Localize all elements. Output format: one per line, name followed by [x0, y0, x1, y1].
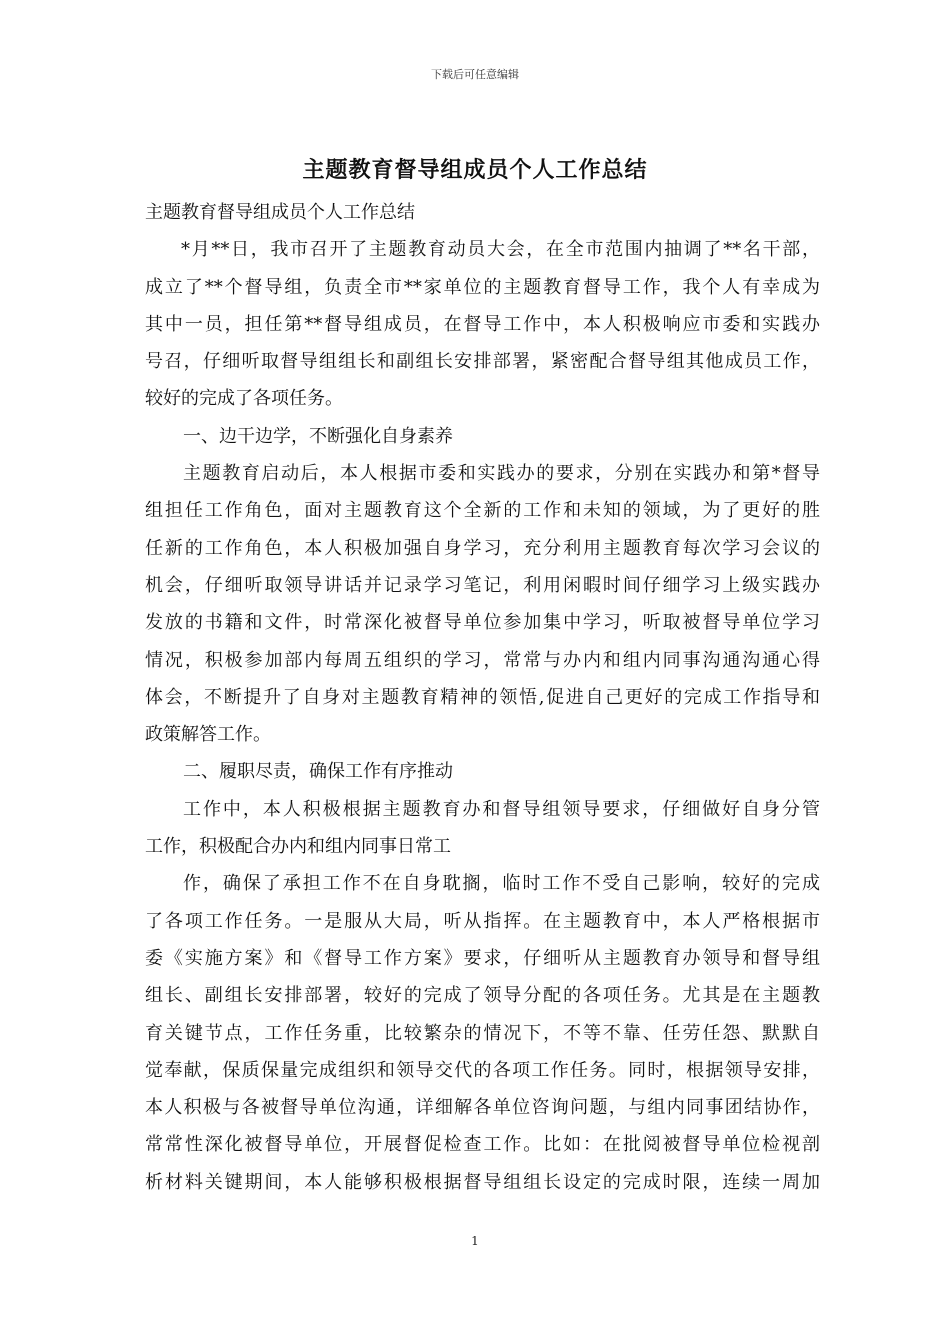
- body-line: 政策解答工作。: [145, 724, 271, 746]
- body-line: 本人积极与各被督导单位沟通，详细解各单位咨询问题，与组内同事团结协作，: [145, 1097, 820, 1119]
- body-line: 作，确保了承担工作不在自身耽搁，临时工作不受自己影响，较好的完成: [183, 873, 820, 895]
- body-line: 委《实施方案》和《督导工作方案》要求，仔细听从主题教育办领导和督导组: [145, 947, 820, 969]
- body-line: 其中一员，担任第**督导组成员，在督导工作中，本人积极响应市委和实践办: [145, 313, 820, 335]
- document-body: [145, 194, 820, 1201]
- body-line: *月**日，我市召开了主题教育动员大会，在全市范围内抽调了**名干部，: [181, 239, 820, 261]
- body-line: 较好的完成了各项任务。: [145, 388, 343, 410]
- document-title: 主题教育督导组成员个人工作总结: [302, 158, 648, 183]
- body-line: 发放的书籍和文件，时常深化被督导单位参加集中学习，听取被督导单位学习: [145, 612, 820, 634]
- body-line: 觉奉献，保质保量完成组织和领导交代的各项工作任务。同时，根据领导安排，: [145, 1059, 820, 1081]
- body-line: 组长、副组长安排部署，较好的完成了领导分配的各项任务。尤其是在主题教: [145, 985, 820, 1007]
- body-line: 了各项工作任务。一是服从大局，听从指挥。在主题教育中，本人严格根据市: [145, 910, 820, 932]
- body-line: 号召，仔细听取督导组组长和副组长安排部署，紧密配合督导组其他成员工作，: [145, 351, 820, 373]
- header-note: 下载后可任意编辑: [431, 68, 519, 81]
- body-line: 常常性深化被督导单位，开展督促检查工作。比如：在批阅被督导单位检视剖: [145, 1134, 820, 1156]
- body-line: 二、履职尽责，确保工作有序推动: [183, 761, 453, 783]
- body-line: 体会，不断提升了自身对主题教育精神的领悟,促进自己更好的完成工作指导和: [145, 686, 820, 708]
- document-subtitle: 主题教育督导组成员个人工作总结: [145, 202, 415, 223]
- body-line: 成立了**个督导组，负责全市**家单位的主题教育督导工作，我个人有幸成为: [145, 276, 820, 298]
- body-line: 情况，积极参加部内每周五组织的学习，常常与办内和组内同事沟通沟通心得: [145, 649, 820, 671]
- body-line: 析材料关键期间，本人能够积极根据督导组组长设定的完成时限，连续一周加: [145, 1171, 820, 1193]
- page-number: 1: [471, 1234, 479, 1248]
- body-line: 工作，积极配合办内和组内同事日常工: [145, 836, 451, 858]
- body-line: 一、边干边学，不断强化自身素养: [183, 425, 453, 447]
- body-line: 工作中，本人积极根据主题教育办和督导组领导要求，仔细做好自身分管: [183, 798, 820, 820]
- body-line: 任新的工作角色，本人积极加强自身学习，充分利用主题教育每次学习会议的: [145, 537, 820, 559]
- body-line: 组担任工作角色，面对主题教育这个全新的工作和未知的领域，为了更好的胜: [145, 500, 820, 522]
- body-line: 育关键节点，工作任务重，比较繁杂的情况下，不等不靠、任劳任怨、默默自: [145, 1022, 820, 1044]
- body-line: 主题教育启动后，本人根据市委和实践办的要求，分别在实践办和第*督导: [183, 463, 820, 485]
- body-line: 机会，仔细听取领导讲话并记录学习笔记，利用闲暇时间仔细学习上级实践办: [145, 574, 820, 596]
